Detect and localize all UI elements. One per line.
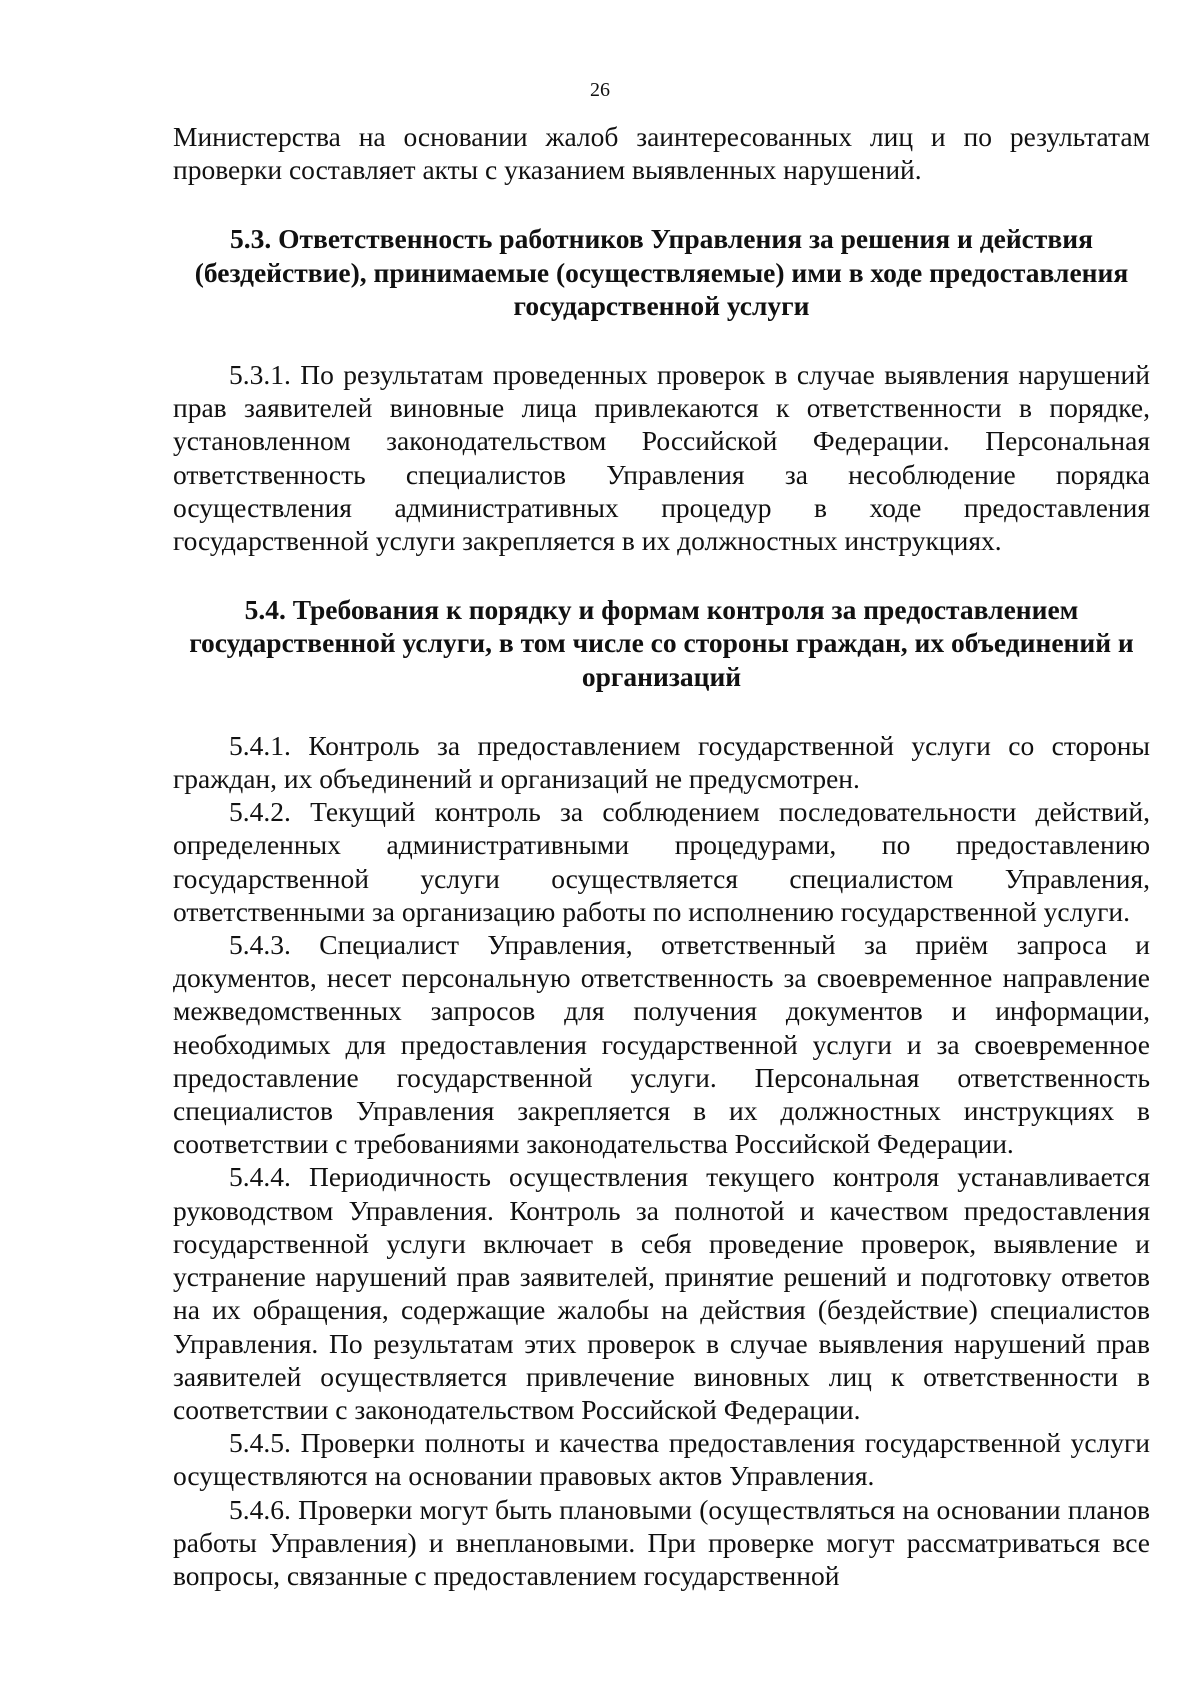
paragraph-5-4-3: 5.4.3. Специалист Управления, ответственный за приём запроса и документов, несет персональную ответственность за своевременное направление межведомственных запросов для получения документов и информации, необходимых для предоставления государственной услуги и за своевременное предоставление государственной услуги. Персональная ответственность специалистов Управления закрепляется в их должностных инструкциях в соответствии с требованиями законодательства Российской Федерации. (173, 929, 1150, 1160)
paragraph-5-4-5: 5.4.5. Проверки полноты и качества предоставления государственной услуги осуществляются на основании правовых актов Управления. (173, 1427, 1150, 1492)
paragraph-5-4-2: 5.4.2. Текущий контроль за соблюдением последовательности действий, определенных административными процедурами, по предоставлению государственной услуги осуществляется специалистом Управления, ответственными за организацию работы по исполнению государственной услуги. (173, 796, 1150, 927)
intro-paragraph: Министерства на основании жалоб заинтересованных лиц и по результатам проверки составляет акты с указанием выявленных нарушений. (173, 121, 1150, 186)
page-number: 26 (590, 79, 610, 101)
paragraph-5-4-6: 5.4.6. Проверки могут быть плановыми (осуществляться на основании планов работы Управления) и внеплановыми. При проверке могут рассматриваться все вопросы, связанные с предоставлением государственной (173, 1493, 1150, 1591)
section-5-4-heading: 5.4. Требования к порядку и формам контроля за предоставлением государственной услуги, в том числе со стороны граждан, их объединений и организаций (189, 594, 1134, 692)
document-body (173, 120, 1150, 1592)
paragraph-5-4-1: 5.4.1. Контроль за предоставлением государственной услуги со стороны граждан, их объединений и организаций не предусмотрен. (173, 729, 1150, 795)
section-5-3-heading: 5.3. Ответственность работников Управления за решения и действия (бездействие), принимаемые (осуществляемые) ими в ходе предоставления государственной услуги (194, 223, 1129, 321)
paragraph-5-4-4: 5.4.4. Периодичность осуществления текущего контроля устанавливается руководством Управления. Контроль за полнотой и качеством предоставления государственной услуги включает в себя проведение проверок, выявление и устранение нарушений прав заявителей, принятие решений и подготовку ответов на их обращения, содержащие жалобы на действия (бездействие) специалистов Управления. По результатам этих проверок в случае выявления нарушений прав заявителей осуществляется привлечение виновных лиц к ответственности в соответствии с законодательством Российской Федерации. (173, 1161, 1150, 1425)
paragraph-5-3-1: 5.3.1. По результатам проведенных проверок в случае выявления нарушений прав заявителей виновные лица привлекаются к ответственности в порядке, установленном законодательством Российской Федерации. Персональная ответственность специалистов Управления за несоблюдение порядка осуществления административных процедур в ходе предоставления государственной услуги закрепляется в их должностных инструкциях. (173, 359, 1150, 557)
